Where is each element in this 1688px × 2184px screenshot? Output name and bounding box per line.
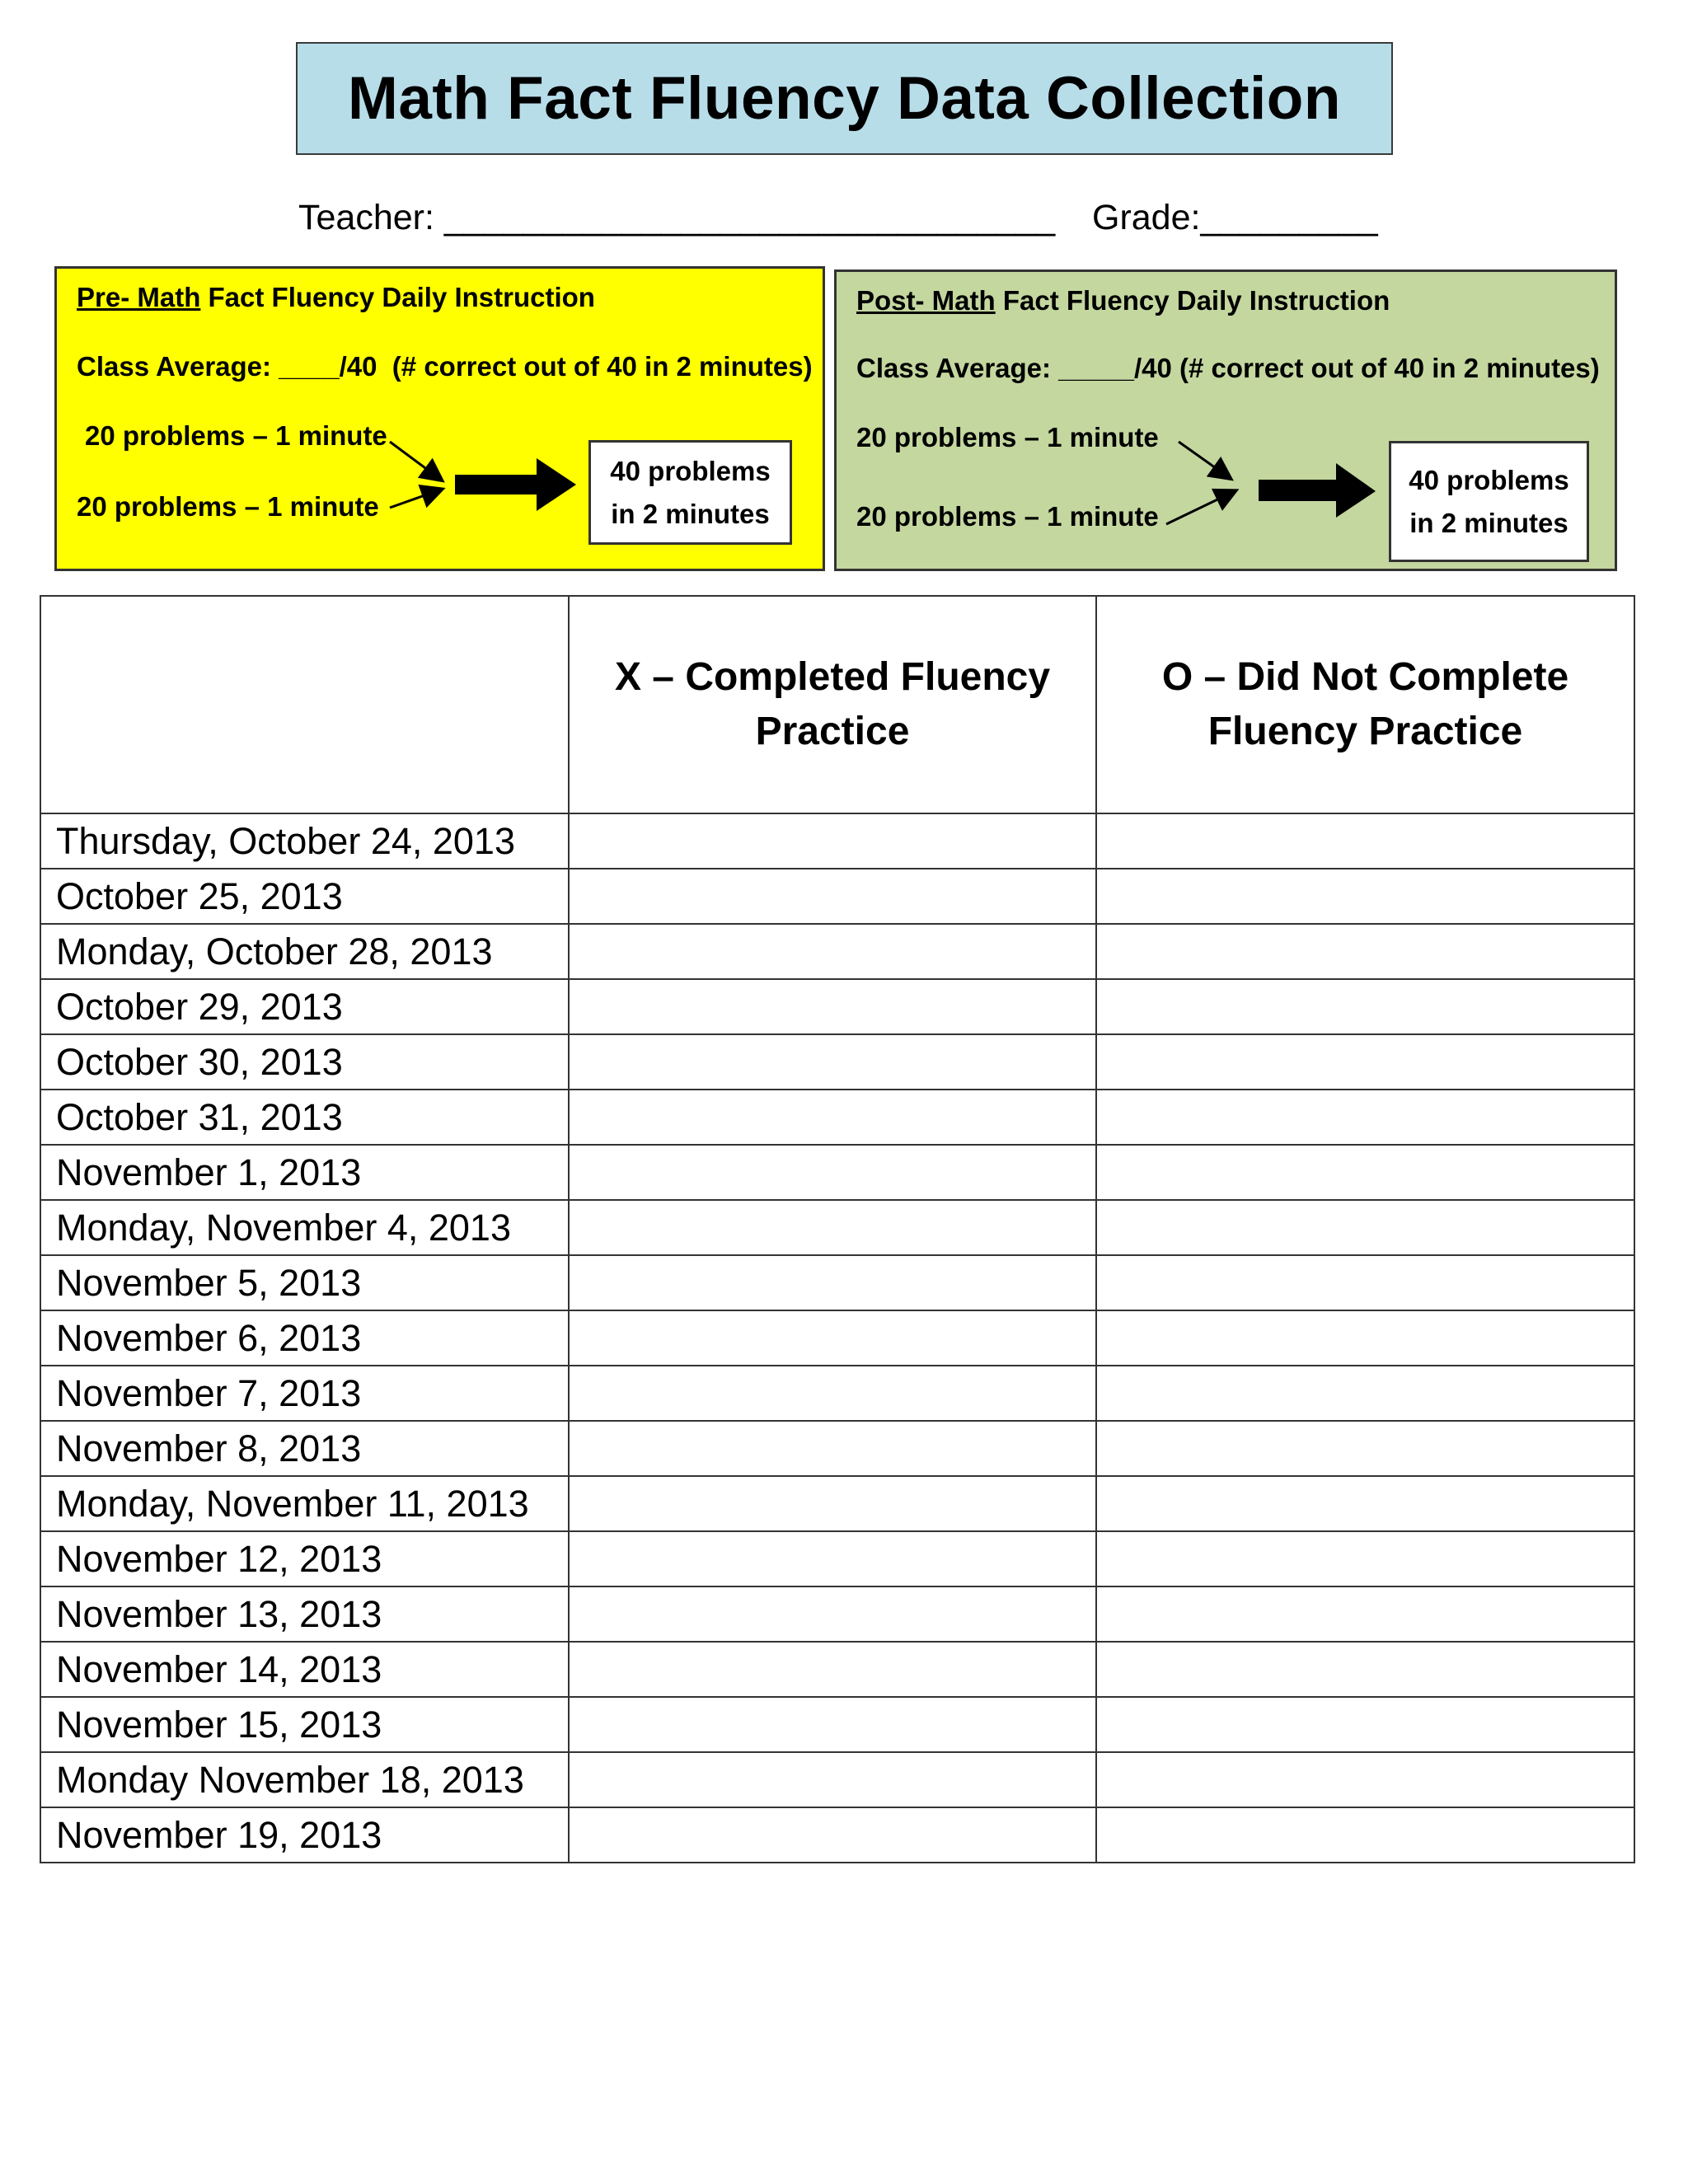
completed-cell[interactable] (569, 1697, 1096, 1752)
pre-result-line-2: in 2 minutes (611, 498, 770, 529)
table-row (40, 1421, 1634, 1476)
date-cell: October 25, 2013 (40, 869, 569, 924)
table-row (40, 869, 1634, 924)
completed-cell[interactable] (569, 1476, 1096, 1531)
post-instruction-panel (834, 269, 1617, 571)
date-cell: November 14, 2013 (40, 1642, 569, 1697)
date-cell: Monday November 18, 2013 (40, 1752, 569, 1807)
completed-cell[interactable] (569, 1531, 1096, 1586)
completed-cell[interactable] (569, 1145, 1096, 1200)
completed-cell[interactable] (569, 1642, 1096, 1697)
not-completed-cell[interactable] (1096, 924, 1634, 979)
date-cell: November 7, 2013 (40, 1366, 569, 1421)
date-cell: October 31, 2013 (40, 1090, 569, 1145)
header-not-completed-column: O – Did Not Complete Fluency Practice (1096, 596, 1634, 813)
date-cell: Monday, October 28, 2013 (40, 924, 569, 979)
not-completed-cell[interactable] (1096, 1642, 1634, 1697)
pre-pointer-arrow-1 (390, 442, 441, 480)
header-date-column (40, 596, 569, 813)
pre-heading-underlined: Pre- Math (77, 282, 201, 312)
post-result-box (1389, 441, 1589, 562)
completed-cell[interactable] (569, 979, 1096, 1034)
pre-class-average: Class Average: ____/40 (# correct out of 40 in 2 minutes) (77, 351, 813, 382)
table-row (40, 1145, 1634, 1200)
table-row (40, 813, 1634, 869)
table-row (40, 1642, 1634, 1697)
completed-cell[interactable] (569, 1586, 1096, 1642)
date-cell: November 6, 2013 (40, 1310, 569, 1366)
completed-cell[interactable] (569, 1366, 1096, 1421)
not-completed-cell[interactable] (1096, 869, 1634, 924)
not-completed-cell[interactable] (1096, 1752, 1634, 1807)
completed-cell[interactable] (569, 924, 1096, 979)
date-cell: November 19, 2013 (40, 1807, 569, 1863)
table-row (40, 1807, 1634, 1863)
title-banner (296, 42, 1393, 155)
not-completed-cell[interactable] (1096, 1034, 1634, 1090)
completed-cell[interactable] (569, 1310, 1096, 1366)
not-completed-cell[interactable] (1096, 1090, 1634, 1145)
post-pointer-arrow-1 (1179, 442, 1230, 478)
date-cell: October 30, 2013 (40, 1034, 569, 1090)
not-completed-cell[interactable] (1096, 1586, 1634, 1642)
not-completed-cell[interactable] (1096, 1421, 1634, 1476)
date-cell: November 12, 2013 (40, 1531, 569, 1586)
pre-heading-rest: Fact Fluency Daily Instruction (200, 282, 595, 312)
table-row (40, 1531, 1634, 1586)
table-row (40, 1310, 1634, 1366)
completed-cell[interactable] (569, 1807, 1096, 1863)
table-row (40, 1752, 1634, 1807)
post-heading-rest: Fact Fluency Daily Instruction (995, 285, 1390, 316)
table-row (40, 1034, 1634, 1090)
pre-problems-line-1: 20 problems – 1 minute (85, 420, 387, 451)
not-completed-cell[interactable] (1096, 1697, 1634, 1752)
date-cell: November 5, 2013 (40, 1255, 569, 1310)
table-row (40, 1090, 1634, 1145)
date-cell: Thursday, October 24, 2013 (40, 813, 569, 869)
completed-cell[interactable] (569, 1200, 1096, 1255)
completed-cell[interactable] (569, 1255, 1096, 1310)
post-class-average: Class Average: _____/40 (# correct out of 40 in 2 minutes) (856, 353, 1600, 383)
completed-cell[interactable] (569, 813, 1096, 869)
table-body (40, 813, 1634, 1863)
completed-cell[interactable] (569, 1752, 1096, 1807)
table-row (40, 924, 1634, 979)
completed-cell[interactable] (569, 1090, 1096, 1145)
not-completed-cell[interactable] (1096, 1145, 1634, 1200)
not-completed-cell[interactable] (1096, 1807, 1634, 1863)
teacher-field: Teacher: _______________________________ (298, 198, 1056, 237)
date-cell: November 8, 2013 (40, 1421, 569, 1476)
post-heading-underlined: Post- Math (856, 285, 996, 316)
table-row (40, 1586, 1634, 1642)
pre-pointer-arrow-2 (390, 490, 441, 508)
page-title: Math Fact Fluency Data Collection (348, 65, 1341, 132)
pre-big-arrow-icon (455, 458, 576, 511)
post-problems-line-2: 20 problems – 1 minute (856, 501, 1159, 532)
date-cell: October 29, 2013 (40, 979, 569, 1034)
date-cell: November 1, 2013 (40, 1145, 569, 1200)
post-result-line-2: in 2 minutes (1409, 507, 1568, 538)
pre-instruction-panel (54, 266, 825, 571)
table-header-row (40, 596, 1634, 813)
table-row (40, 1200, 1634, 1255)
not-completed-cell[interactable] (1096, 1255, 1634, 1310)
table-row (40, 979, 1634, 1034)
grade-field: Grade:_________ (1092, 198, 1378, 237)
not-completed-cell[interactable] (1096, 1531, 1634, 1586)
not-completed-cell[interactable] (1096, 1476, 1634, 1531)
date-cell: November 13, 2013 (40, 1586, 569, 1642)
post-big-arrow-icon (1259, 463, 1376, 518)
post-pointer-arrow-2 (1166, 491, 1235, 524)
date-cell: November 15, 2013 (40, 1697, 569, 1752)
table-row (40, 1697, 1634, 1752)
pre-result-line-1: 40 problems (610, 455, 771, 486)
date-cell: Monday, November 11, 2013 (40, 1476, 569, 1531)
completed-cell[interactable] (569, 1034, 1096, 1090)
post-problems-line-1: 20 problems – 1 minute (856, 422, 1159, 452)
table-row (40, 1476, 1634, 1531)
pre-result-box (588, 440, 792, 545)
table-row (40, 1366, 1634, 1421)
completed-cell[interactable] (569, 1421, 1096, 1476)
not-completed-cell[interactable] (1096, 1200, 1634, 1255)
header-completed-column: X – Completed Fluency Practice (569, 596, 1096, 813)
post-result-line-1: 40 problems (1409, 464, 1569, 495)
table-row (40, 1255, 1634, 1310)
not-completed-cell[interactable] (1096, 1366, 1634, 1421)
completed-cell[interactable] (569, 869, 1096, 924)
fluency-log-table (40, 595, 1635, 1863)
date-cell: Monday, November 4, 2013 (40, 1200, 569, 1255)
not-completed-cell[interactable] (1096, 1310, 1634, 1366)
not-completed-cell[interactable] (1096, 813, 1634, 869)
not-completed-cell[interactable] (1096, 979, 1634, 1034)
pre-problems-line-2: 20 problems – 1 minute (77, 491, 379, 522)
